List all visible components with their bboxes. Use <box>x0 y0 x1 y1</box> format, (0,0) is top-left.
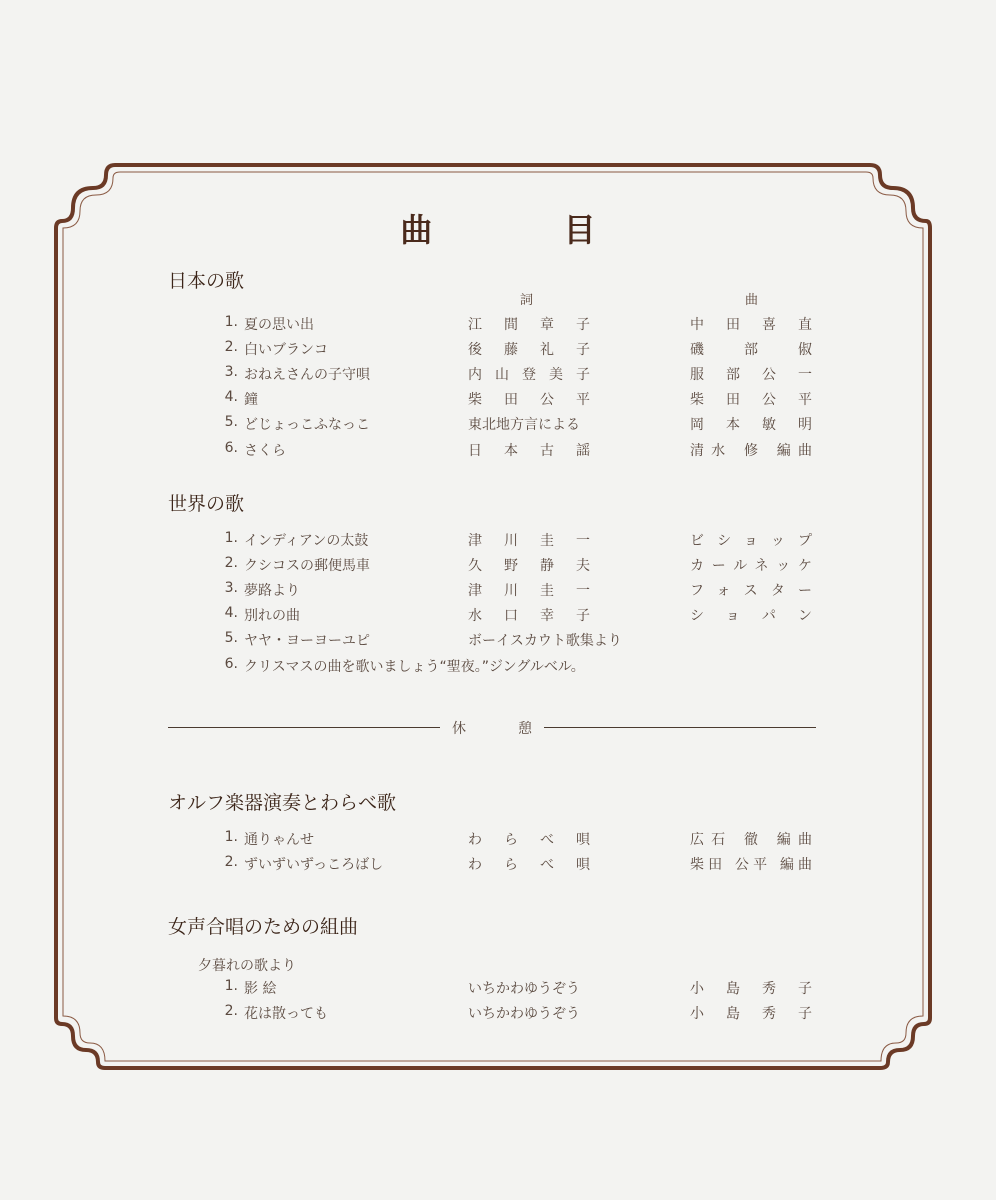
composer: 清水 修 編曲 <box>690 443 812 459</box>
song-title: 花は散っても <box>244 1006 328 1022</box>
lyricist: 津川圭一 <box>468 533 590 549</box>
page-title: 曲 目 <box>400 211 656 249</box>
song-row <box>0 339 996 361</box>
song-number: 2. <box>224 1003 238 1019</box>
song-title: 影 絵 <box>244 981 277 997</box>
divider-line-right <box>544 727 816 728</box>
song-number: 3. <box>224 364 238 380</box>
lyricist: いちかわゆうぞう <box>468 981 580 997</box>
lyricist: 久野静夫 <box>468 558 590 574</box>
lyricist: 東北地方言による <box>468 417 580 433</box>
song-number: 6. <box>224 656 238 672</box>
lyricist: 柴田公平 <box>468 392 590 408</box>
song-number: 6. <box>224 440 238 456</box>
song-row <box>0 1003 996 1025</box>
song-row <box>0 580 996 602</box>
composer: カールネッケ <box>690 558 812 574</box>
song-row <box>0 440 996 462</box>
song-row <box>0 978 996 1000</box>
song-title: どじょっこふなっこ <box>244 417 370 433</box>
lyricist: わらべ唄 <box>468 857 590 873</box>
intermission-label: 休 憩 <box>452 721 532 737</box>
song-title: おねえさんの子守唄 <box>244 367 370 383</box>
composer: 広石 徹 編曲 <box>690 832 812 848</box>
composer: フォスター <box>690 583 812 599</box>
section-heading-orff: オルフ楽器演奏とわらべ歌 <box>168 792 397 814</box>
song-number: 2. <box>224 339 238 355</box>
song-number: 3. <box>224 580 238 596</box>
lyricist: 水口幸子 <box>468 608 590 624</box>
composer: ショパン <box>690 608 812 624</box>
lyricist: 日本古謡 <box>468 443 590 459</box>
section-heading-world-songs: 世界の歌 <box>168 493 245 515</box>
lyricist: いちかわゆうぞう <box>468 1006 580 1022</box>
song-row <box>0 555 996 577</box>
composer: 柴田公平 <box>690 392 812 408</box>
composer: 中田喜直 <box>690 317 812 333</box>
song-row <box>0 364 996 386</box>
composer: ビショップ <box>690 533 812 549</box>
song-row <box>0 314 996 336</box>
song-row <box>0 389 996 411</box>
song-number: 2. <box>224 854 238 870</box>
composer: 磯部俶 <box>690 342 812 358</box>
composer: 小島秀子 <box>690 1006 812 1022</box>
song-number: 5. <box>224 414 238 430</box>
song-title: 夏の思い出 <box>244 317 314 333</box>
song-row <box>0 530 996 552</box>
column-header-lyrics: 詞 <box>520 293 534 308</box>
composer: 岡本敏明 <box>690 417 812 433</box>
song-row <box>0 656 996 678</box>
composer: 柴田 公平 編曲 <box>690 857 812 873</box>
song-title: ずいずいずっころばし <box>244 857 384 873</box>
lyricist: 内山登美子 <box>468 367 590 383</box>
song-title: ヤヤ・ヨーヨーユピ <box>244 633 370 649</box>
song-number: 2. <box>224 555 238 571</box>
divider-line-left <box>168 727 440 728</box>
song-number: 1. <box>224 530 238 546</box>
song-title: インディアンの太鼓 <box>244 533 369 549</box>
song-title: 通りゃんせ <box>244 832 314 848</box>
song-number: 4. <box>224 389 238 405</box>
song-row <box>0 630 996 652</box>
lyricist: ボーイスカウト歌集より <box>468 633 622 649</box>
song-number: 1. <box>224 829 238 845</box>
song-row <box>0 414 996 436</box>
song-number: 5. <box>224 630 238 646</box>
song-title: さくら <box>244 443 286 459</box>
song-row <box>0 605 996 627</box>
composer: 小島秀子 <box>690 981 812 997</box>
song-number: 1. <box>224 314 238 330</box>
song-number: 4. <box>224 605 238 621</box>
song-title: クリスマスの曲を歌いましょう“聖夜。”ジングルベル。 <box>244 659 585 675</box>
intermission-divider <box>168 718 816 738</box>
suite-subheading: 夕暮れの歌より <box>198 958 296 974</box>
composer: 服部公一 <box>690 367 812 383</box>
lyricist: わらべ唄 <box>468 832 590 848</box>
song-title: 別れの曲 <box>244 608 300 624</box>
section-heading-japanese-songs: 日本の歌 <box>168 270 245 292</box>
section-heading-womens-choir-suite: 女声合唱のための組曲 <box>168 916 359 938</box>
column-header-music: 曲 <box>745 293 759 308</box>
lyricist: 江間章子 <box>468 317 590 333</box>
song-title: 白いブランコ <box>244 342 328 358</box>
song-row <box>0 854 996 876</box>
song-number: 1. <box>224 978 238 994</box>
song-title: 夢路より <box>244 583 300 599</box>
song-title: クシコスの郵便馬車 <box>244 558 370 574</box>
song-title: 鐘 <box>244 392 258 408</box>
song-row <box>0 829 996 851</box>
lyricist: 津川圭一 <box>468 583 590 599</box>
lyricist: 後藤礼子 <box>468 342 590 358</box>
